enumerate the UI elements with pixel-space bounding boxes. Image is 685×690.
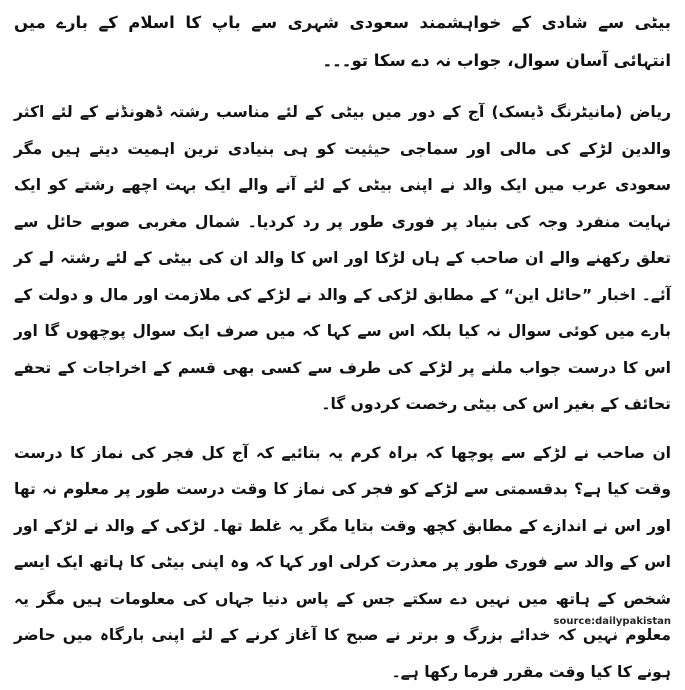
article-paragraph-1: ریاض (مانیٹرنگ ڈیسک) آج کے دور میں بیٹی کے لئے مناسب رشتہ ڈھونڈنے کے لئے اکثر والدین لڑکے کی مالی اور سماجی حیثیت کو ہی بنیادی ترین اہمیت دیتے ہیں مگر سعودی عرب میں ایک والد نے اپنی بیٹی کے لئے آنے والے ایک بہت اچھے رشتے کو ایک نہایت منفرد وجہ کی بنیاد پر فوری طور پر رد کردیا۔ شمال مغربی صوبے حائل سے تعلق رکھنے والے ان صاحب کے ہاں لڑکا اور اس کا والد ان کی بیٹی کے لئے رشتہ لے کر آئے۔ اخبار ”حائل این“ کے مطابق لڑکی کے والد نے لڑکے کی ملازمت اور مال و دولت کے بارے میں کوئی سوال نہ کیا بلکہ اس سے کہا کہ میں صرف ایک سوال پوچھوں گا اور اس کا درست جواب ملنے پر لڑکے کی طرف سے کسی بھی قسم کے اخراجات کے تحفے تحائف کے بغیر اس کی بیٹی رخصت کردوں گا۔	[14, 94, 671, 423]
article-paragraph-2: ان صاحب نے لڑکے سے پوچھا کہ براہ کرم یہ بتائیے کہ آج کل فجر کی نماز کا درست وقت کیا ہے؟ بدقسمتی سے لڑکے کو فجر کی نماز کا وقت درست طور پر معلوم نہ تھا اور اس نے اندازے کے مطابق کچھ وقت بتایا مگر یہ غلط تھا۔ لڑکی کے والد نے لڑکے اور اس کے والد سے فوری طور پر معذرت کرلی اور کہا کہ وہ اپنی بیٹی کا ہاتھ ایک ایسے شخص کے ہاتھ میں نہیں دے سکتے جس کے پاس دنیا جہاں کی معلومات ہیں مگر یہ معلوم نہیں کہ خدائے بزرگ و برتر نے صبح کا آغاز کرنے کے لئے اپنی بارگاہ میں حاضر ہونے کا کیا وقت مقرر فرما رکھا ہے۔	[14, 435, 671, 690]
source-credit: source:dailypakistan	[554, 616, 671, 627]
article-headline: بیٹی سے شادی کے خواہشمند سعودی شہری سے باپ کا اسلام کے بارے میں انتہائی آسان سوال، جواب نہ دے سکا تو۔۔۔	[14, 4, 671, 80]
